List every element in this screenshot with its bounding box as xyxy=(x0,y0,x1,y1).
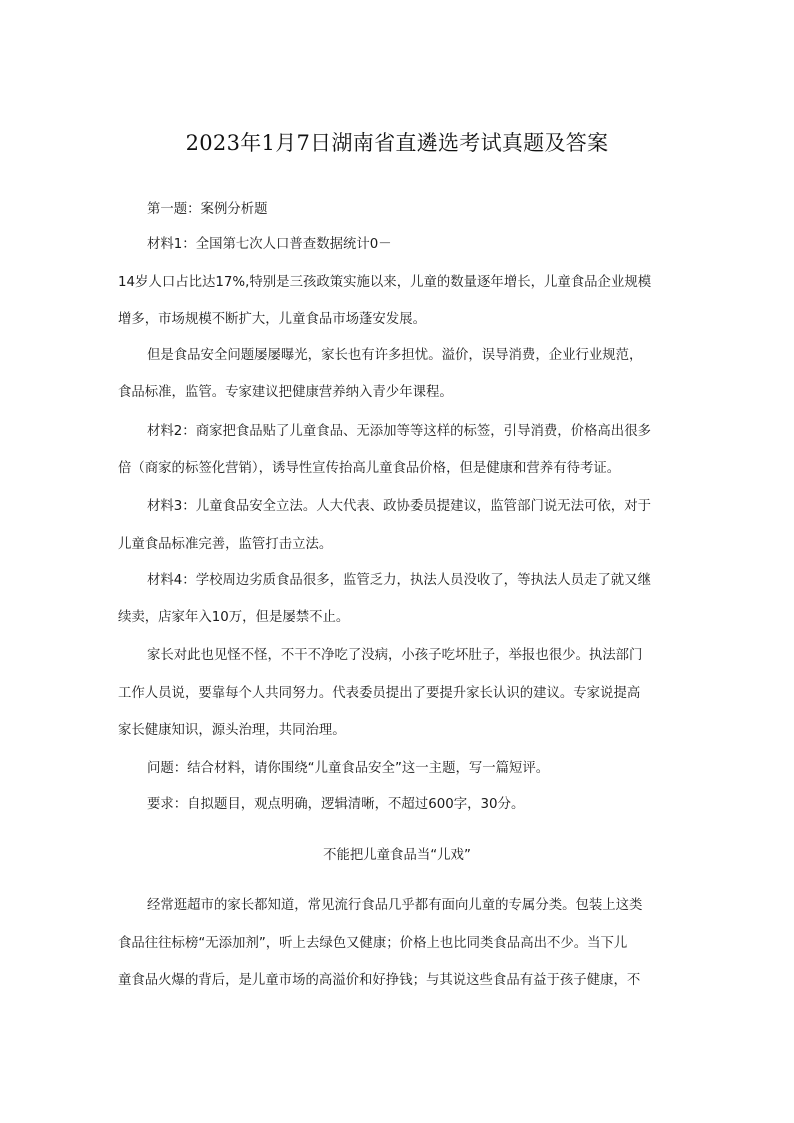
essay-line1: 经常逛超市的家长都知道，常见流行食品几乎都有面向儿童的专属分类。包装上这类 xyxy=(147,898,643,913)
para5-line1: 家长对此也见怪不怪，不干不净吃了没病，小孩子吃坏肚子，举报也很少。执法部门 xyxy=(147,648,643,663)
section-heading: 第一题：案例分析题 xyxy=(147,202,268,217)
requirement-text: 要求：自拟题目，观点明确，逻辑清晰，不超过600字，30分。 xyxy=(147,797,525,812)
material4-line2: 续卖，店家年入10万，但是屡禁不止。 xyxy=(118,610,350,625)
essay-line3: 童食品火爆的背后，是儿童市场的高溢价和好挣钱；与其说这些食品有益于孩子健康，不 xyxy=(118,973,641,988)
material2-line2: 倍（商家的标签化营销），诱导性宣传抬高儿童食品价格，但是健康和营养有待考证。 xyxy=(118,461,621,476)
material1-line3: 增多，市场规模不断扩大，儿童食品市场蓬安发展。 xyxy=(118,312,426,327)
material2-line1: 材料2：商家把食品贴了儿童食品、无添加等等这样的标签，引导消费，价格高出很多 xyxy=(147,424,651,439)
page-title: 2023年1月7日湖南省直遴选考试真题及答案 xyxy=(185,131,609,155)
para2-line1: 但是食品安全问题屡屡曝光，家长也有许多担忧。溢价，误导消费，企业行业规范， xyxy=(147,348,643,363)
para5-line3: 家长健康知识，源头治理，共同治理。 xyxy=(118,723,346,738)
essay-line2: 食品往往标榜“无添加剂”，听上去绿色又健康；价格上也比同类食品高出不少。当下儿 xyxy=(118,936,628,951)
para5-line2: 工作人员说，要靠每个人共同努力。代表委员提出了要提升家长认识的建议。专家说提高 xyxy=(118,686,641,701)
material1-line2: 14岁人口占比达17%,特别是三孩政策实施以来，儿童的数量逐年增长，儿童食品企业规模 xyxy=(118,275,652,290)
question-text: 问题：结合材料，请你围绕“儿童食品安全”这一主题，写一篇短评。 xyxy=(147,761,550,776)
material3-line1: 材料3：儿童食品安全立法。人大代表、政协委员提建议，监管部门说无法可依，对于 xyxy=(147,499,651,514)
para2-line2: 食品标准，监管。专家建议把健康营养纳入青少年课程。 xyxy=(118,385,453,400)
essay-title: 不能把儿童食品当“儿戏” xyxy=(323,848,471,863)
material4-line1: 材料4：学校周边劣质食品很多，监管乏力，执法人员没收了，等执法人员走了就又继 xyxy=(147,573,651,588)
material3-line2: 儿童食品标准完善，监管打击立法。 xyxy=(118,537,333,552)
material1-line1: 材料1：全国第七次人口普查数据统计0－ xyxy=(147,237,392,252)
